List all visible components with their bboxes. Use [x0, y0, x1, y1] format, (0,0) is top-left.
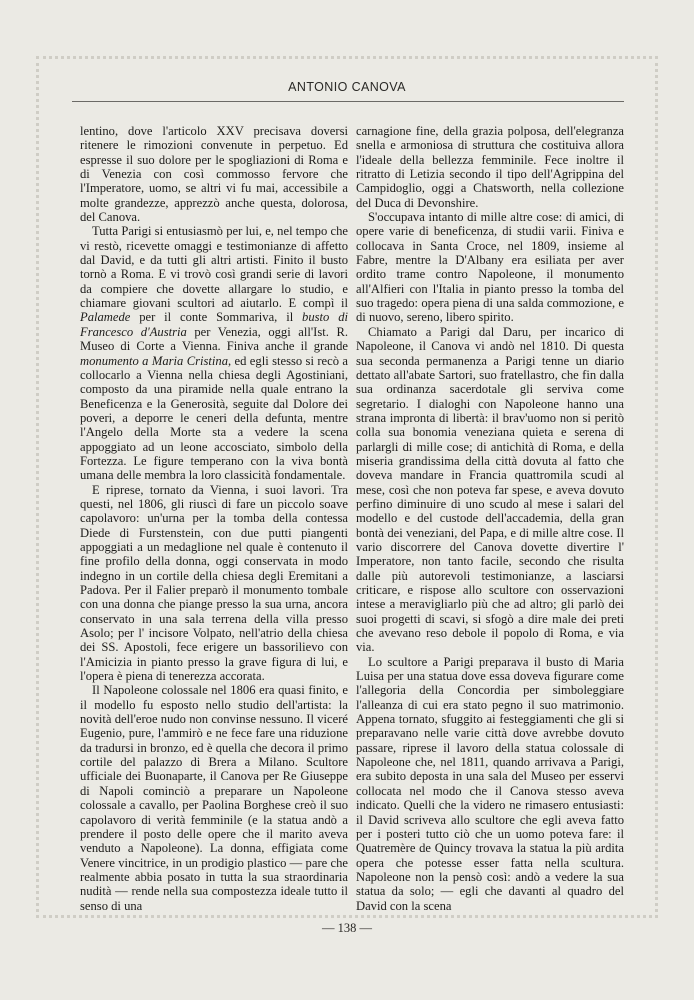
paragraph: Chiamato a Parigi dal Daru, per incarico di Napoleone, il Canova vi andò nel 1810. Di questa sua seconda permanenza a Parigi tenne un diario dettato all'abate Sartori, suo fratellastro, che fin dalla sua ordinanza sacerdotale gli serviva come segretario. I dialoghi con Napoleone hanno una strana impronta di libertà: il brav'uomo non si peritò colla sua bonomia veneziana quieta e serena di parlargli di mille cose; di antichità di Roma, e della miseria grandissima della città dovuta al fatto che doveva mandare in Francia quattromila scudi al mese, così che non poteva far spese, e aveva dovuto perfino diminuire di uno scudo al mese i salari del modello e del custode dell'accademia, della gran bontà dei veneziani, del Papa, e di mille altre cose. Il vario discorrere del Canova dovette divertire l' Imperatore, non tanto facile, secondo che risulta dalle più autorevoli testimonianze, a lasciarsi criticare, e rispose allo scultore con osservazioni intese a meravigliarlo più che ad altro; gli parlò dei suoi progetti di scavi, si sfogò a dire male dei preti che avevano reso debole il popolo di Roma, e via via.: [356, 324, 624, 655]
page-number: — 138 —: [322, 921, 372, 935]
header-rule: [72, 101, 624, 102]
paragraph: carnagione fine, della grazia polposa, dell'elegranza snella e armoniosa di struttura che costituiva allora l'ideale della bellezza femminile. Fece inoltre il ritratto di Letizia secondo il tipo dell'Agrippina del Campidoglio, oggi a Chatsworth, nella collezione del Duca di Devonshire.: [356, 124, 624, 210]
right-column: [356, 124, 624, 913]
paragraph: Lo scultore a Parigi preparava il busto di Maria Luisa per una statua dove essa doveva figurare come l'allegoria della Concordia per simboleggiare l'alleanza di cui era stato pegno il suo matrimonio. Appena tornato, sfuggito ai festeggiamenti che gli si preparavano nelle varie città dove avrebbe dovuto passare, riprese il lavoro della statua colossale di Napoleone che, nel 1811, quando arrivava a Parigi, era subito deposta in una sala del Museo per esservi collocata nel modo che il Canova stesso aveva indicato. Quelli che la videro ne rimasero entusiasti: il David scriveva allo scultore che egli aveva fatto per i posteri tutto ciò che un uomo poteva fare: il Quatremère de Quincy trovava la statua la più ardita opera che potesse esser fatta nella scultura. Napoleone non la pensò così: andò a vedere la sua statua da solo; — egli che davanti al quadro del David con la scena: [356, 654, 624, 913]
paragraph: S'occupava intanto di mille altre cose: di amici, di opere varie di beneficenza, di studii varii. Finiva e collocava in Santa Croce, nel 1809, insieme al Fabre, mentre la D'Albany era esiliata per aver ordito trame contro Napoleone, il monumento all'Alfieri con l'Italia in pianto presso la tomba del suo tragedo: opera piena di una salda commozione, e di nuovo, sereno, libero spirito.: [356, 210, 624, 325]
paragraph: Tutta Parigi si entusiasmò per lui, e, nel tempo che vi restò, ricevette omaggi e testimonianze di affetto dal David, e da tutti gli altri artisti. Finito il busto tornò a Roma. E vi trovò così grandi serie di lavori da compiere che dovette allargare lo studio, e chiamare giovani scultori ad aiutarlo. E compì il Palamede per il conte Sommariva, il busto di Francesco d'Austria per Venezia, oggi all'Ist. R. Museo di Corte a Vienna. Finiva anche il grande monumento a Maria Cristina, ed egli stesso si recò a collocarlo a Vienna nella chiesa degli Agostiniani, composto da una piramide nella quale entrano la Beneficenza e la Generosità, seguite dal Dolore dei poveri, a deporre le ceneri della defunta, mentre l'Angelo della Morte sta a vedere la scena appoggiato ad un leone accosciato, simbolo della Fortezza. Le figure temperano con la viva bontà umana delle membra la loro classicità fondamentale.: [80, 224, 348, 483]
paragraph: Il Napoleone colossale nel 1806 era quasi finito, e il modello fu esposto nello studio dell'artista: la novità dell'eroe nudo non convinse nessuno. Il viceré Eugenio, pure, l'ammirò e ne fece fare una riduzione da tradursi in bronzo, ed è quella che decora il primo cortile del palazzo di Brera a Milano. Scultore ufficiale dei Buonaparte, il Canova per Re Giuseppe di Napoli cominciò a preparare un Napoleone colossale a cavallo, per Paolina Borghese creò il suo capolavoro di verità femminile (e la statua andò a prendere il posto delle opere che il marito aveva venduto a Napoleone). La donna, effigiata come Venere vincitrice, in un prodigio plastico — pare che realmente abbia posato in tutta la sua straordinaria nudità — rende nella sua compostezza ideale tutto il senso di una: [80, 683, 348, 913]
running-header: ANTONIO CANOVA: [288, 80, 406, 94]
paragraph: lentino, dove l'articolo XXV precisava doversi ritenere le rimozioni convenute in perpetuo. Ed espresse il suo dolore per le spogliazioni di Roma e di Venezia con così commosso fervore che l'Imperatore, uomo, se altri vi fu mai, accessibile a molte grandezze, apprezzò anche questa, dolorosa, del Canova.: [80, 124, 348, 225]
paragraph: E riprese, tornato da Vienna, i suoi lavori. Tra questi, nel 1806, gli riuscì di fare un piccolo soave capolavoro: un'urna per la tomba della contessa Diede di Furstenstein, con due putti piangenti appoggiati a un medaglione nel quale è contenuto il fine profilo della donna, oggi conservata in modo indegno in un cortile della chiesa degli Eremitani a Padova. Per il Falier preparò il monumento tombale con una donna che piange presso la sua urna, ancora conservato in una sala terrena della villa presso Asolo; per l' incisore Volpato, nell'atrio della chiesa dei SS. Apostoli, fece erigere un bassorilievo con l'Amicizia in pianto presso la grave figura di lui, e l'opera è piena di tenerezza accorata.: [80, 482, 348, 684]
left-column: [80, 124, 348, 913]
